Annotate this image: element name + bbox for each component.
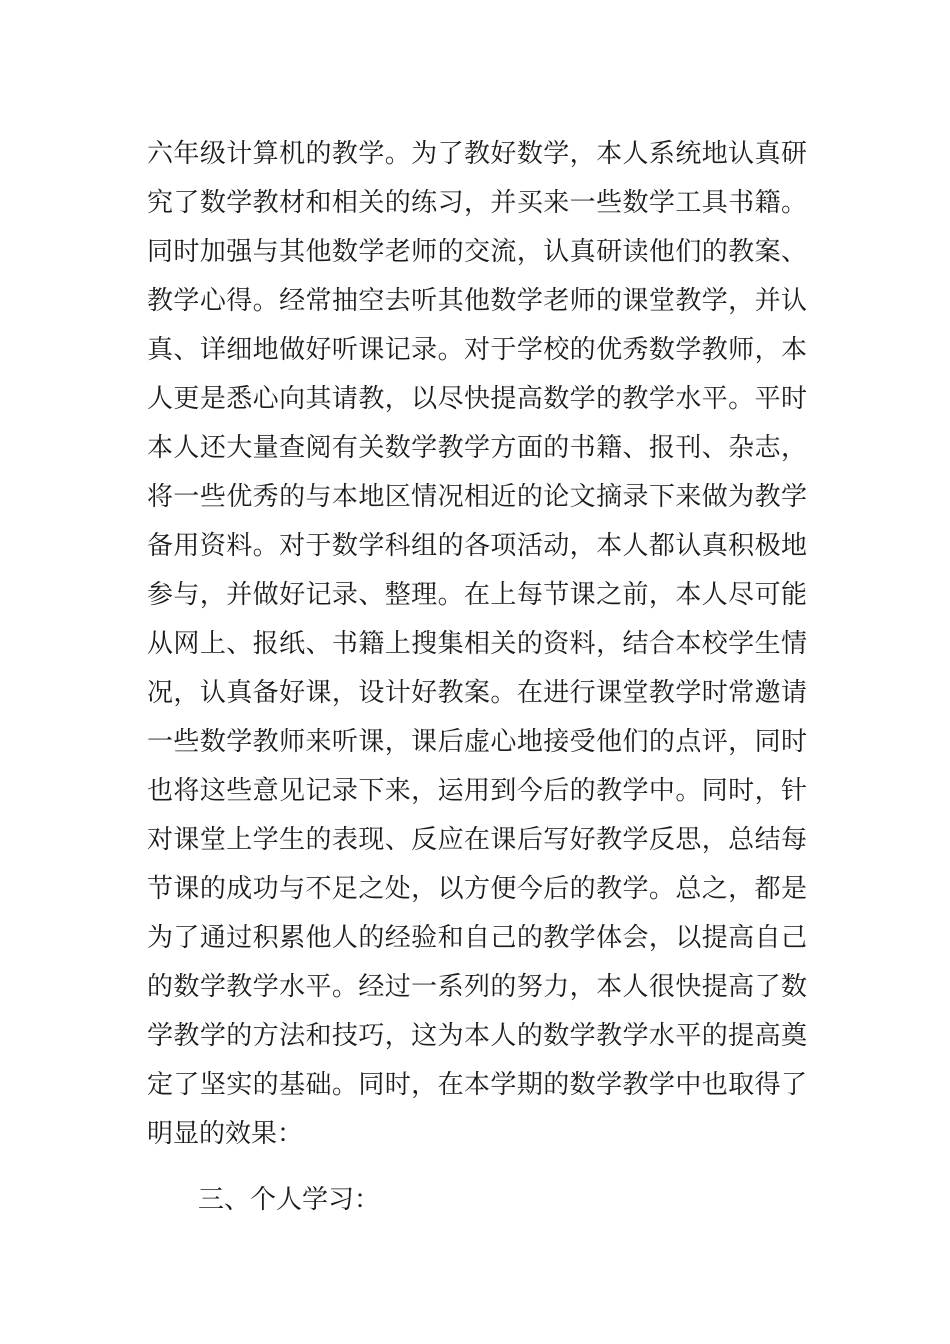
paragraph-line: 教学心得。经常抽空去听其他数学老师的课堂教学，并认: [147, 286, 807, 316]
paragraph-line-last: 明显的效果：: [147, 1119, 304, 1149]
paragraph-line: 究了数学教材和相关的练习，并买来一些数学工具书籍。: [147, 188, 807, 218]
paragraph-line: 也将这些意见记录下来，运用到今后的教学中。同时，针: [147, 776, 807, 806]
paragraph-line: 节课的成功与不足之处，以方便今后的教学。总之，都是: [147, 874, 807, 904]
paragraph-line: 况，认真备好课，设计好教案。在进行课堂教学时常邀请: [147, 678, 807, 708]
paragraph-line: 学教学的方法和技巧，这为本人的数学教学水平的提高奠: [147, 1021, 807, 1051]
paragraph-line: 参与，并做好记录、整理。在上每节课之前，本人尽可能: [147, 580, 807, 610]
paragraph-line: 从网上、报纸、书籍上搜集相关的资料，结合本校学生情: [147, 629, 807, 659]
paragraph-line: 将一些优秀的与本地区情况相近的论文摘录下来做为教学: [147, 482, 807, 512]
paragraph-line: 真、详细地做好听课记录。对于学校的优秀数学教师，本: [147, 335, 807, 365]
paragraph-line: 一些数学教师来听课，课后虚心地接受他们的点评，同时: [147, 727, 807, 757]
paragraph-line: 本人还大量查阅有关数学教学方面的书籍、报刊、杂志，: [147, 433, 807, 463]
paragraph-line: 对课堂上学生的表现、反应在课后写好教学反思，总结每: [147, 825, 807, 855]
paragraph-line: 定了坚实的基础。同时，在本学期的数学教学中也取得了: [147, 1070, 807, 1100]
paragraph-line: 同时加强与其他数学老师的交流，认真研读他们的教案、: [147, 237, 807, 267]
paragraph-line: 备用资料。对于数学科组的各项活动，本人都认真积极地: [147, 531, 807, 561]
paragraph-line: 六年级计算机的教学。为了教好数学，本人系统地认真研: [147, 139, 807, 169]
paragraph-line: 为了通过积累他人的经验和自己的教学体会，以提高自己: [147, 923, 807, 953]
paragraph-line: 人更是悉心向其请教，以尽快提高数学的教学水平。平时: [147, 384, 807, 414]
section-heading: 三、个人学习：: [198, 1185, 381, 1215]
paragraph-line: 的数学教学水平。经过一系列的努力，本人很快提高了数: [147, 972, 807, 1002]
